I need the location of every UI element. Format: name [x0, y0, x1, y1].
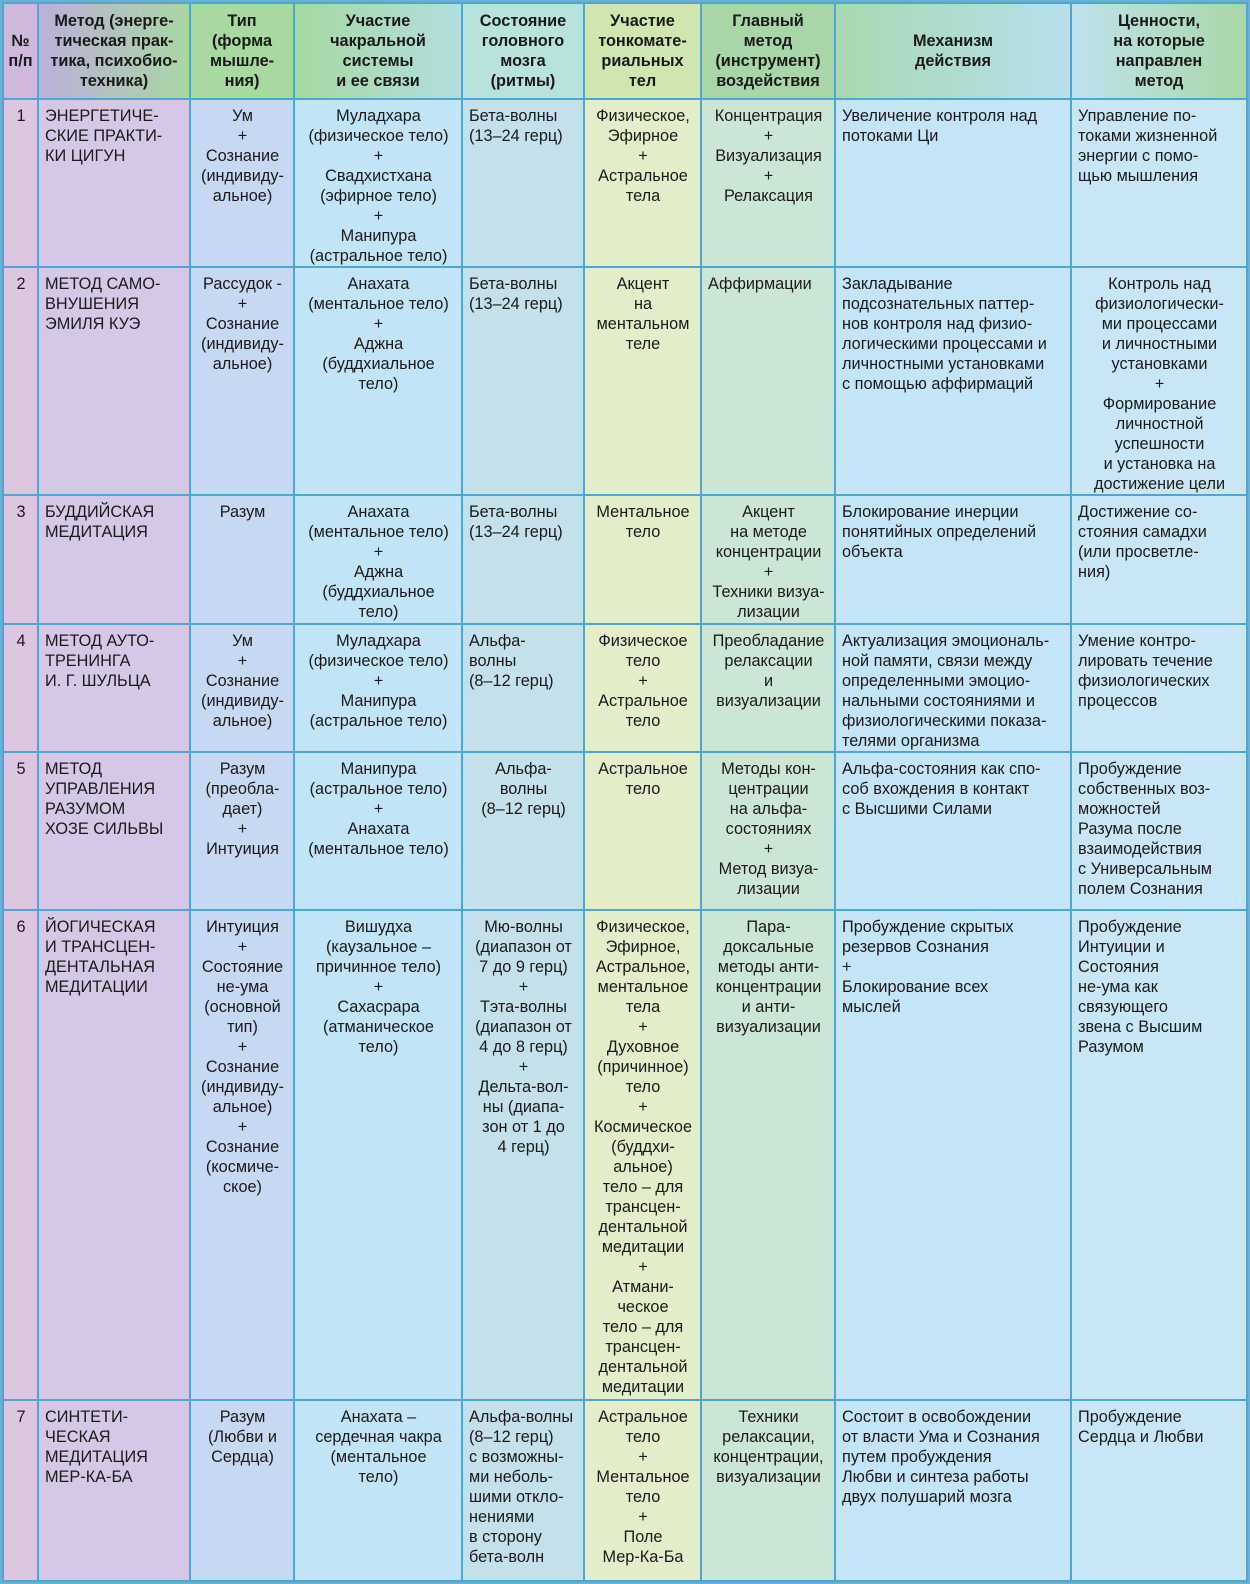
row-chakra: Анахата (ментальное тело) + Аджна (буддхиальное тело) — [294, 495, 462, 624]
row-method: БУДДИЙСКАЯ МЕДИТАЦИЯ — [38, 495, 190, 624]
row-num: 7 — [3, 1400, 38, 1581]
row-main-method: Техники релаксации, концентрации, визуализации — [701, 1400, 835, 1581]
row-num: 1 — [3, 99, 38, 267]
row-mechanism: Альфа-состояния как спо- соб вхождения в контакт с Высшими Силами — [835, 752, 1071, 910]
header-method: Метод (энерге- тическая прак- тика, психобио- техника) — [38, 3, 190, 99]
row-main-method: Методы кон- центрации на альфа- состояниях + Метод визуа- лизации — [701, 752, 835, 910]
row-type: Ум + Сознание (индивиду- альное) — [190, 99, 294, 267]
row-num: 5 — [3, 752, 38, 910]
row-mechanism: Состоит в освобождении от власти Ума и Сознания путем пробуждения Любви и синтеза работы двух полушарий мозга — [835, 1400, 1071, 1581]
header-chakra: Участие чакральной системы и ее связи — [294, 3, 462, 99]
row-values: Пробуждение собственных воз- можностей Разума после взаимодействия с Универсальным полем Сознания — [1071, 752, 1247, 910]
header-bodies: Участие тонкомате- риальных тел — [584, 3, 701, 99]
row-bodies: Физическое, Эфирное + Астральное тела — [584, 99, 701, 267]
row-values: Управление по- токами жизненной энергии с помо- щью мышления — [1071, 99, 1247, 267]
row-chakra: Муладхара (физическое тело) + Свадхистхана (эфирное тело) + Манипура (астральное тело) — [294, 99, 462, 267]
methods-table — [2, 2, 1248, 1582]
row-main-method: Преобладание релаксации и визуализации — [701, 624, 835, 752]
row-values: Пробуждение Сердца и Любви — [1071, 1400, 1247, 1581]
header-mechanism: Механизм действия — [835, 3, 1071, 99]
row-num: 4 — [3, 624, 38, 752]
row-brain: Альфа- волны (8–12 герц) — [462, 624, 584, 752]
row-main-method: Акцент на методе концентрации + Техники визуа- лизации — [701, 495, 835, 624]
row-method: МЕТОД УПРАВЛЕНИЯ РАЗУМОМ ХОЗЕ СИЛЬВЫ — [38, 752, 190, 910]
header-type: Тип (форма мышле- ния) — [190, 3, 294, 99]
row-chakra: Манипура (астральное тело) + Анахата (ментальное тело) — [294, 752, 462, 910]
table-row — [3, 1400, 1247, 1581]
header-num: № п/п — [3, 3, 38, 99]
row-num: 2 — [3, 267, 38, 495]
header-main-method: Главный метод (инструмент) воздействия — [701, 3, 835, 99]
table-row — [3, 910, 1247, 1400]
row-bodies: Физическое, Эфирное, Астральное, ментальное тела + Духовное (причинное) тело + Космическое (буддхи- альное) тело – для трансцен- дентальной медитации + Атмани- ческое тело – для трансцен- дентальной медитации — [584, 910, 701, 1400]
row-chakra: Вишудха (каузальное – причинное тело) + Сахасрара (атманическое тело) — [294, 910, 462, 1400]
row-brain: Бета-волны (13–24 герц) — [462, 99, 584, 267]
row-main-method: Пара- доксальные методы анти- концентрации и анти- визуализации — [701, 910, 835, 1400]
row-mechanism: Актуализация эмоциональ- ной памяти, связи между определенными эмоцио- нальными состояниями и физиологическими показа- телями организма — [835, 624, 1071, 752]
row-values: Пробуждение Интуиции и Состояния не-ума как связующего звена с Высшим Разумом — [1071, 910, 1247, 1400]
row-bodies: Ментальное тело — [584, 495, 701, 624]
row-values: Умение контро- лировать течение физиологических процессов — [1071, 624, 1247, 752]
row-method: ЭНЕРГЕТИЧЕ- СКИЕ ПРАКТИ- КИ ЦИГУН — [38, 99, 190, 267]
row-type: Разум (преобла- дает) + Интуиция — [190, 752, 294, 910]
row-brain: Альфа- волны (8–12 герц) — [462, 752, 584, 910]
row-mechanism: Блокирование инерции понятийных определений объекта — [835, 495, 1071, 624]
header-values: Ценности, на которые направлен метод — [1071, 3, 1247, 99]
row-type: Разум (Любви и Сердца) — [190, 1400, 294, 1581]
row-method: МЕТОД АУТО- ТРЕНИНГА И. Г. ШУЛЬЦА — [38, 624, 190, 752]
row-bodies: Акцент на ментальном теле — [584, 267, 701, 495]
header-brain: Состояние головного мозга (ритмы) — [462, 3, 584, 99]
row-bodies: Физическое тело + Астральное тело — [584, 624, 701, 752]
row-method: МЕТОД САМО- ВНУШЕНИЯ ЭМИЛЯ КУЭ — [38, 267, 190, 495]
table-row — [3, 267, 1247, 495]
row-values: Контроль над физиологически- ми процессами и личностными установками + Формирование личностной успешности и установка на достижение цели — [1071, 267, 1247, 495]
row-main-method: Аффирмации — [701, 267, 835, 495]
row-mechanism: Увеличение контроля над потоками Ци — [835, 99, 1071, 267]
table-row — [3, 624, 1247, 752]
table-row — [3, 99, 1247, 267]
row-brain: Бета-волны (13–24 герц) — [462, 267, 584, 495]
row-main-method: Концентрация + Визуализация + Релаксация — [701, 99, 835, 267]
row-type: Рассудок - + Сознание (индивиду- альное) — [190, 267, 294, 495]
row-type: Ум + Сознание (индивиду- альное) — [190, 624, 294, 752]
row-values: Достижение со- стояния самадхи (или просветле- ния) — [1071, 495, 1247, 624]
row-type: Разум — [190, 495, 294, 624]
row-brain: Бета-волны (13–24 герц) — [462, 495, 584, 624]
header-row — [3, 3, 1247, 99]
row-bodies: Астральное тело — [584, 752, 701, 910]
row-brain: Мю-волны (диапазон от 7 до 9 герц) + Тэта-волны (диапазон от 4 до 8 герц) + Дельта-вол- ны (диапа- зон от 1 до 4 герц) — [462, 910, 584, 1400]
row-mechanism: Пробуждение скрытых резервов Сознания + Блокирование всех мыслей — [835, 910, 1071, 1400]
table-row — [3, 752, 1247, 910]
row-chakra: Анахата – сердечная чакра (ментальное тело) — [294, 1400, 462, 1581]
table-row — [3, 495, 1247, 624]
row-mechanism: Закладывание подсознательных паттер- нов контроля над физио- логическими процессами и личностными установками с помощью аффирмаций — [835, 267, 1071, 495]
row-chakra: Муладхара (физическое тело) + Манипура (астральное тело) — [294, 624, 462, 752]
row-type: Интуиция + Состояние не-ума (основной тип) + Сознание (индивиду- альное) + Сознание (космиче- ское) — [190, 910, 294, 1400]
row-method: СИНТЕТИ- ЧЕСКАЯ МЕДИТАЦИЯ МЕР-КА-БА — [38, 1400, 190, 1581]
row-chakra: Анахата (ментальное тело) + Аджна (буддхиальное тело) — [294, 267, 462, 495]
row-bodies: Астральное тело + Ментальное тело + Поле Мер-Ка-Ба — [584, 1400, 701, 1581]
row-brain: Альфа-волны (8–12 герц) с возможны- ми неболь- шими откло- нениями в сторону бета-волн — [462, 1400, 584, 1581]
row-method: ЙОГИЧЕСКАЯ И ТРАНСЦЕН- ДЕНТАЛЬНАЯ МЕДИТАЦИИ — [38, 910, 190, 1400]
row-num: 6 — [3, 910, 38, 1400]
row-num: 3 — [3, 495, 38, 624]
